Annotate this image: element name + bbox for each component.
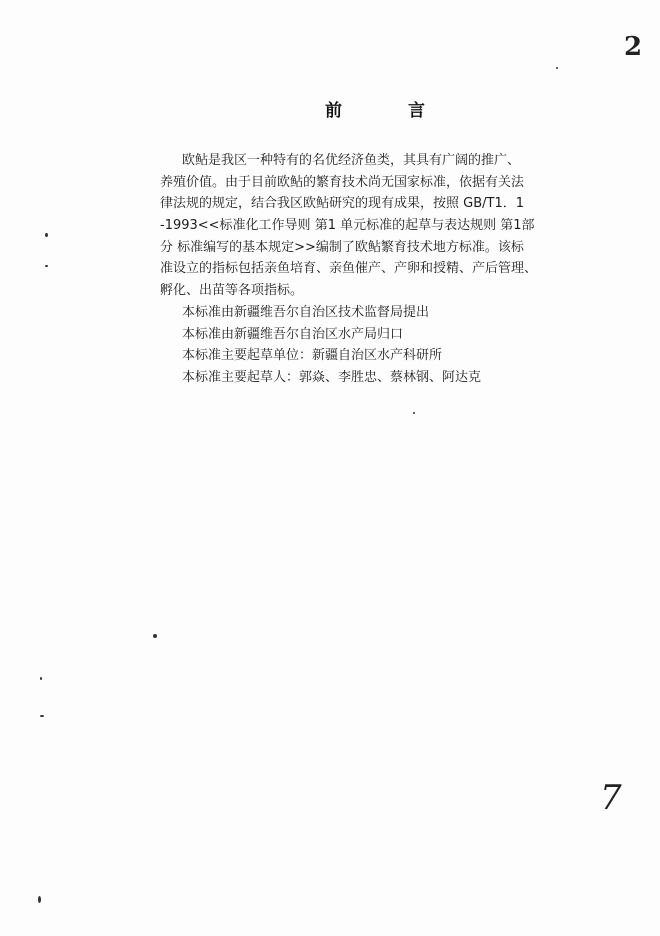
paragraph-line: 养殖价值。由于目前欧鲇的繁育技术尚无国家标准，依据有关法 bbox=[160, 174, 525, 190]
scan-speck bbox=[40, 677, 42, 680]
scan-speck bbox=[40, 715, 44, 717]
statement-proposer: 本标准由新疆维吾尔自治区技术监督局提出 bbox=[182, 304, 430, 320]
scan-speck bbox=[38, 896, 41, 903]
statement-drafters: 本标准主要起草人：郭焱、李胜忠、蔡林钢、阿达克 bbox=[182, 369, 482, 385]
scan-speck bbox=[413, 412, 415, 414]
paragraph-line: 准设立的指标包括亲鱼培育、亲鱼催产、产卵和授精、产后管理、 bbox=[160, 261, 538, 277]
scan-speck bbox=[556, 67, 558, 69]
paragraph-line: -1993<<标准化工作导则 第1 单元标准的起草与表达规则 第1部 bbox=[160, 218, 535, 234]
scan-speck bbox=[45, 233, 48, 237]
section-title: 前 言 bbox=[325, 101, 455, 121]
paragraph-line: 律法规的规定，结合我区欧鲇研究的现有成果，按照 GB/T1．1 bbox=[160, 196, 524, 212]
scan-speck bbox=[153, 634, 157, 638]
paragraph-line: 欧鲇是我区一种特有的名优经济鱼类，其具有广阔的推广、 bbox=[182, 153, 521, 168]
paragraph-line: 分 标准编写的基本规定>>编制了欧鲇繁育技术地方标准。该标 bbox=[160, 239, 524, 255]
handwritten-page-number: 2 bbox=[624, 32, 643, 62]
statement-administrator: 本标准由新疆维吾尔自治区水产局归口 bbox=[182, 326, 404, 342]
statement-drafting-unit: 本标准主要起草单位：新疆自治区水产科研所 bbox=[182, 348, 443, 364]
scan-speck bbox=[45, 265, 48, 267]
foreword-body bbox=[140, 150, 590, 389]
handwritten-page-number: 7 bbox=[600, 778, 622, 818]
paragraph-line: 孵化、出苗等各项指标。 bbox=[160, 283, 304, 299]
